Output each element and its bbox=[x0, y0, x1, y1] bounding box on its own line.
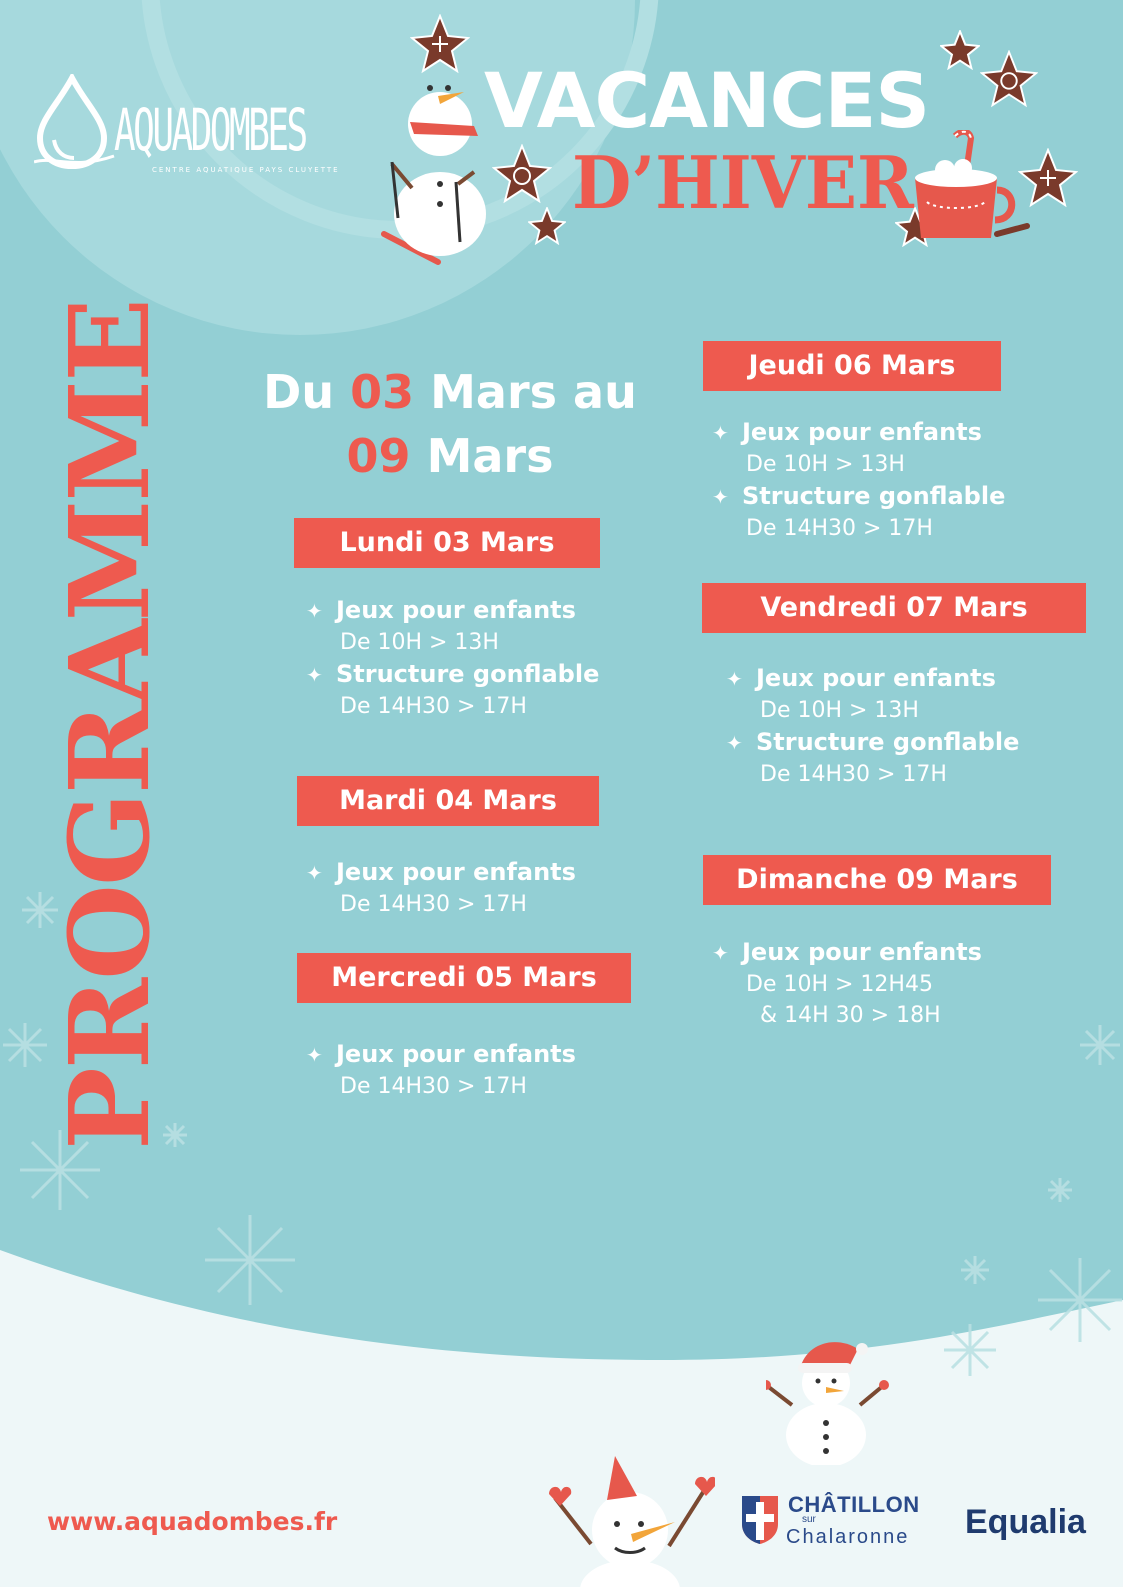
activity-time: De 10H > 13H bbox=[340, 630, 499, 655]
partner-logo-chatillon bbox=[740, 1490, 940, 1560]
activity-time: De 10H > 13H bbox=[760, 698, 919, 723]
date-start-day: 03 bbox=[350, 365, 415, 419]
brand-logo bbox=[34, 74, 374, 184]
day-header-mercredi: Mercredi 05 Mars bbox=[297, 953, 631, 1003]
activity-time: De 14H30 > 17H bbox=[746, 516, 933, 541]
day-header-vendredi: Vendredi 07 Mars bbox=[702, 583, 1086, 633]
activity-block-lundi bbox=[306, 594, 599, 722]
water-drop-logo-icon bbox=[34, 74, 124, 184]
day-header-lundi: Lundi 03 Mars bbox=[294, 518, 600, 568]
sparkle-star-icon: ✦ bbox=[306, 663, 323, 687]
gingerbread-star-icon bbox=[410, 14, 470, 74]
sparkle-star-icon: ✦ bbox=[712, 485, 729, 509]
brand-tagline: CENTRE AQUATIQUE PAYS CLUYETTE bbox=[152, 166, 340, 174]
activity-name: Jeux pour enfants bbox=[336, 1040, 576, 1068]
partner1-line2: sur bbox=[802, 1514, 816, 1525]
activity-block-mardi bbox=[306, 856, 576, 920]
partner-logo-equalia: Equalia bbox=[965, 1503, 1086, 1541]
activity-block-dimanche bbox=[712, 936, 982, 1031]
snowman-santa-hat-icon bbox=[766, 1335, 896, 1465]
activity-name: Jeux pour enfants bbox=[742, 938, 982, 966]
gingerbread-star-icon bbox=[528, 207, 566, 245]
activity-name: Jeux pour enfants bbox=[756, 664, 996, 692]
activity-name: Structure gonflable bbox=[336, 660, 600, 688]
gingerbread-star-icon bbox=[980, 50, 1038, 108]
side-title-programme: PROGRAMME bbox=[45, 299, 174, 1150]
date-range bbox=[250, 360, 650, 488]
title-vacances: VACANCES bbox=[484, 56, 930, 145]
activity-time: De 14H30 > 17H bbox=[340, 892, 527, 917]
activity-block-mercredi bbox=[306, 1038, 576, 1102]
website-link[interactable]: www.aquadombes.fr bbox=[47, 1507, 338, 1536]
activity-name: Jeux pour enfants bbox=[336, 596, 576, 624]
activity-time: De 10H > 12H45 bbox=[746, 972, 933, 997]
date-range-line1 bbox=[250, 360, 650, 424]
activity-time: & 14H 30 > 18H bbox=[760, 1003, 941, 1028]
day-header-dimanche: Dimanche 09 Mars bbox=[703, 855, 1051, 905]
date-start-month: Mars au bbox=[430, 365, 637, 419]
date-end-day: 09 bbox=[346, 429, 411, 483]
sparkle-star-icon: ✦ bbox=[306, 861, 323, 885]
city-crest-icon bbox=[740, 1494, 780, 1546]
snowman-party-hat-icon bbox=[545, 1450, 715, 1587]
sparkle-star-icon: ✦ bbox=[712, 421, 729, 445]
sparkle-star-icon: ✦ bbox=[712, 941, 729, 965]
partner1-line3: Chalaronne bbox=[786, 1526, 910, 1548]
gingerbread-star-icon bbox=[940, 30, 980, 70]
day-header-mardi: Mardi 04 Mars bbox=[297, 776, 599, 826]
partner1-line1: CHÂTILLON bbox=[788, 1492, 920, 1517]
day-header-jeudi: Jeudi 06 Mars bbox=[703, 341, 1001, 391]
gingerbread-star-icon bbox=[492, 144, 552, 204]
title-hiver: D’HIVER bbox=[572, 140, 914, 225]
hot-chocolate-mug-icon bbox=[905, 130, 1035, 250]
date-prefix: Du bbox=[263, 365, 335, 419]
sparkle-star-icon: ✦ bbox=[306, 1043, 323, 1067]
brand-name: AQUADOMBES bbox=[114, 96, 306, 164]
activity-time: De 14H30 > 17H bbox=[340, 1074, 527, 1099]
activity-time: De 10H > 13H bbox=[746, 452, 905, 477]
sparkle-star-icon: ✦ bbox=[306, 599, 323, 623]
date-range-line2 bbox=[250, 424, 650, 488]
activity-name: Structure gonflable bbox=[756, 728, 1020, 756]
activity-time: De 14H30 > 17H bbox=[760, 762, 947, 787]
activity-block-vendredi bbox=[726, 662, 1019, 790]
activity-block-jeudi bbox=[712, 416, 1005, 544]
activity-name: Structure gonflable bbox=[742, 482, 1006, 510]
sparkle-star-icon: ✦ bbox=[726, 667, 743, 691]
date-end-month: Mars bbox=[426, 429, 554, 483]
activity-name: Jeux pour enfants bbox=[742, 418, 982, 446]
activity-name: Jeux pour enfants bbox=[336, 858, 576, 886]
sparkle-star-icon: ✦ bbox=[726, 731, 743, 755]
activity-time: De 14H30 > 17H bbox=[340, 694, 527, 719]
